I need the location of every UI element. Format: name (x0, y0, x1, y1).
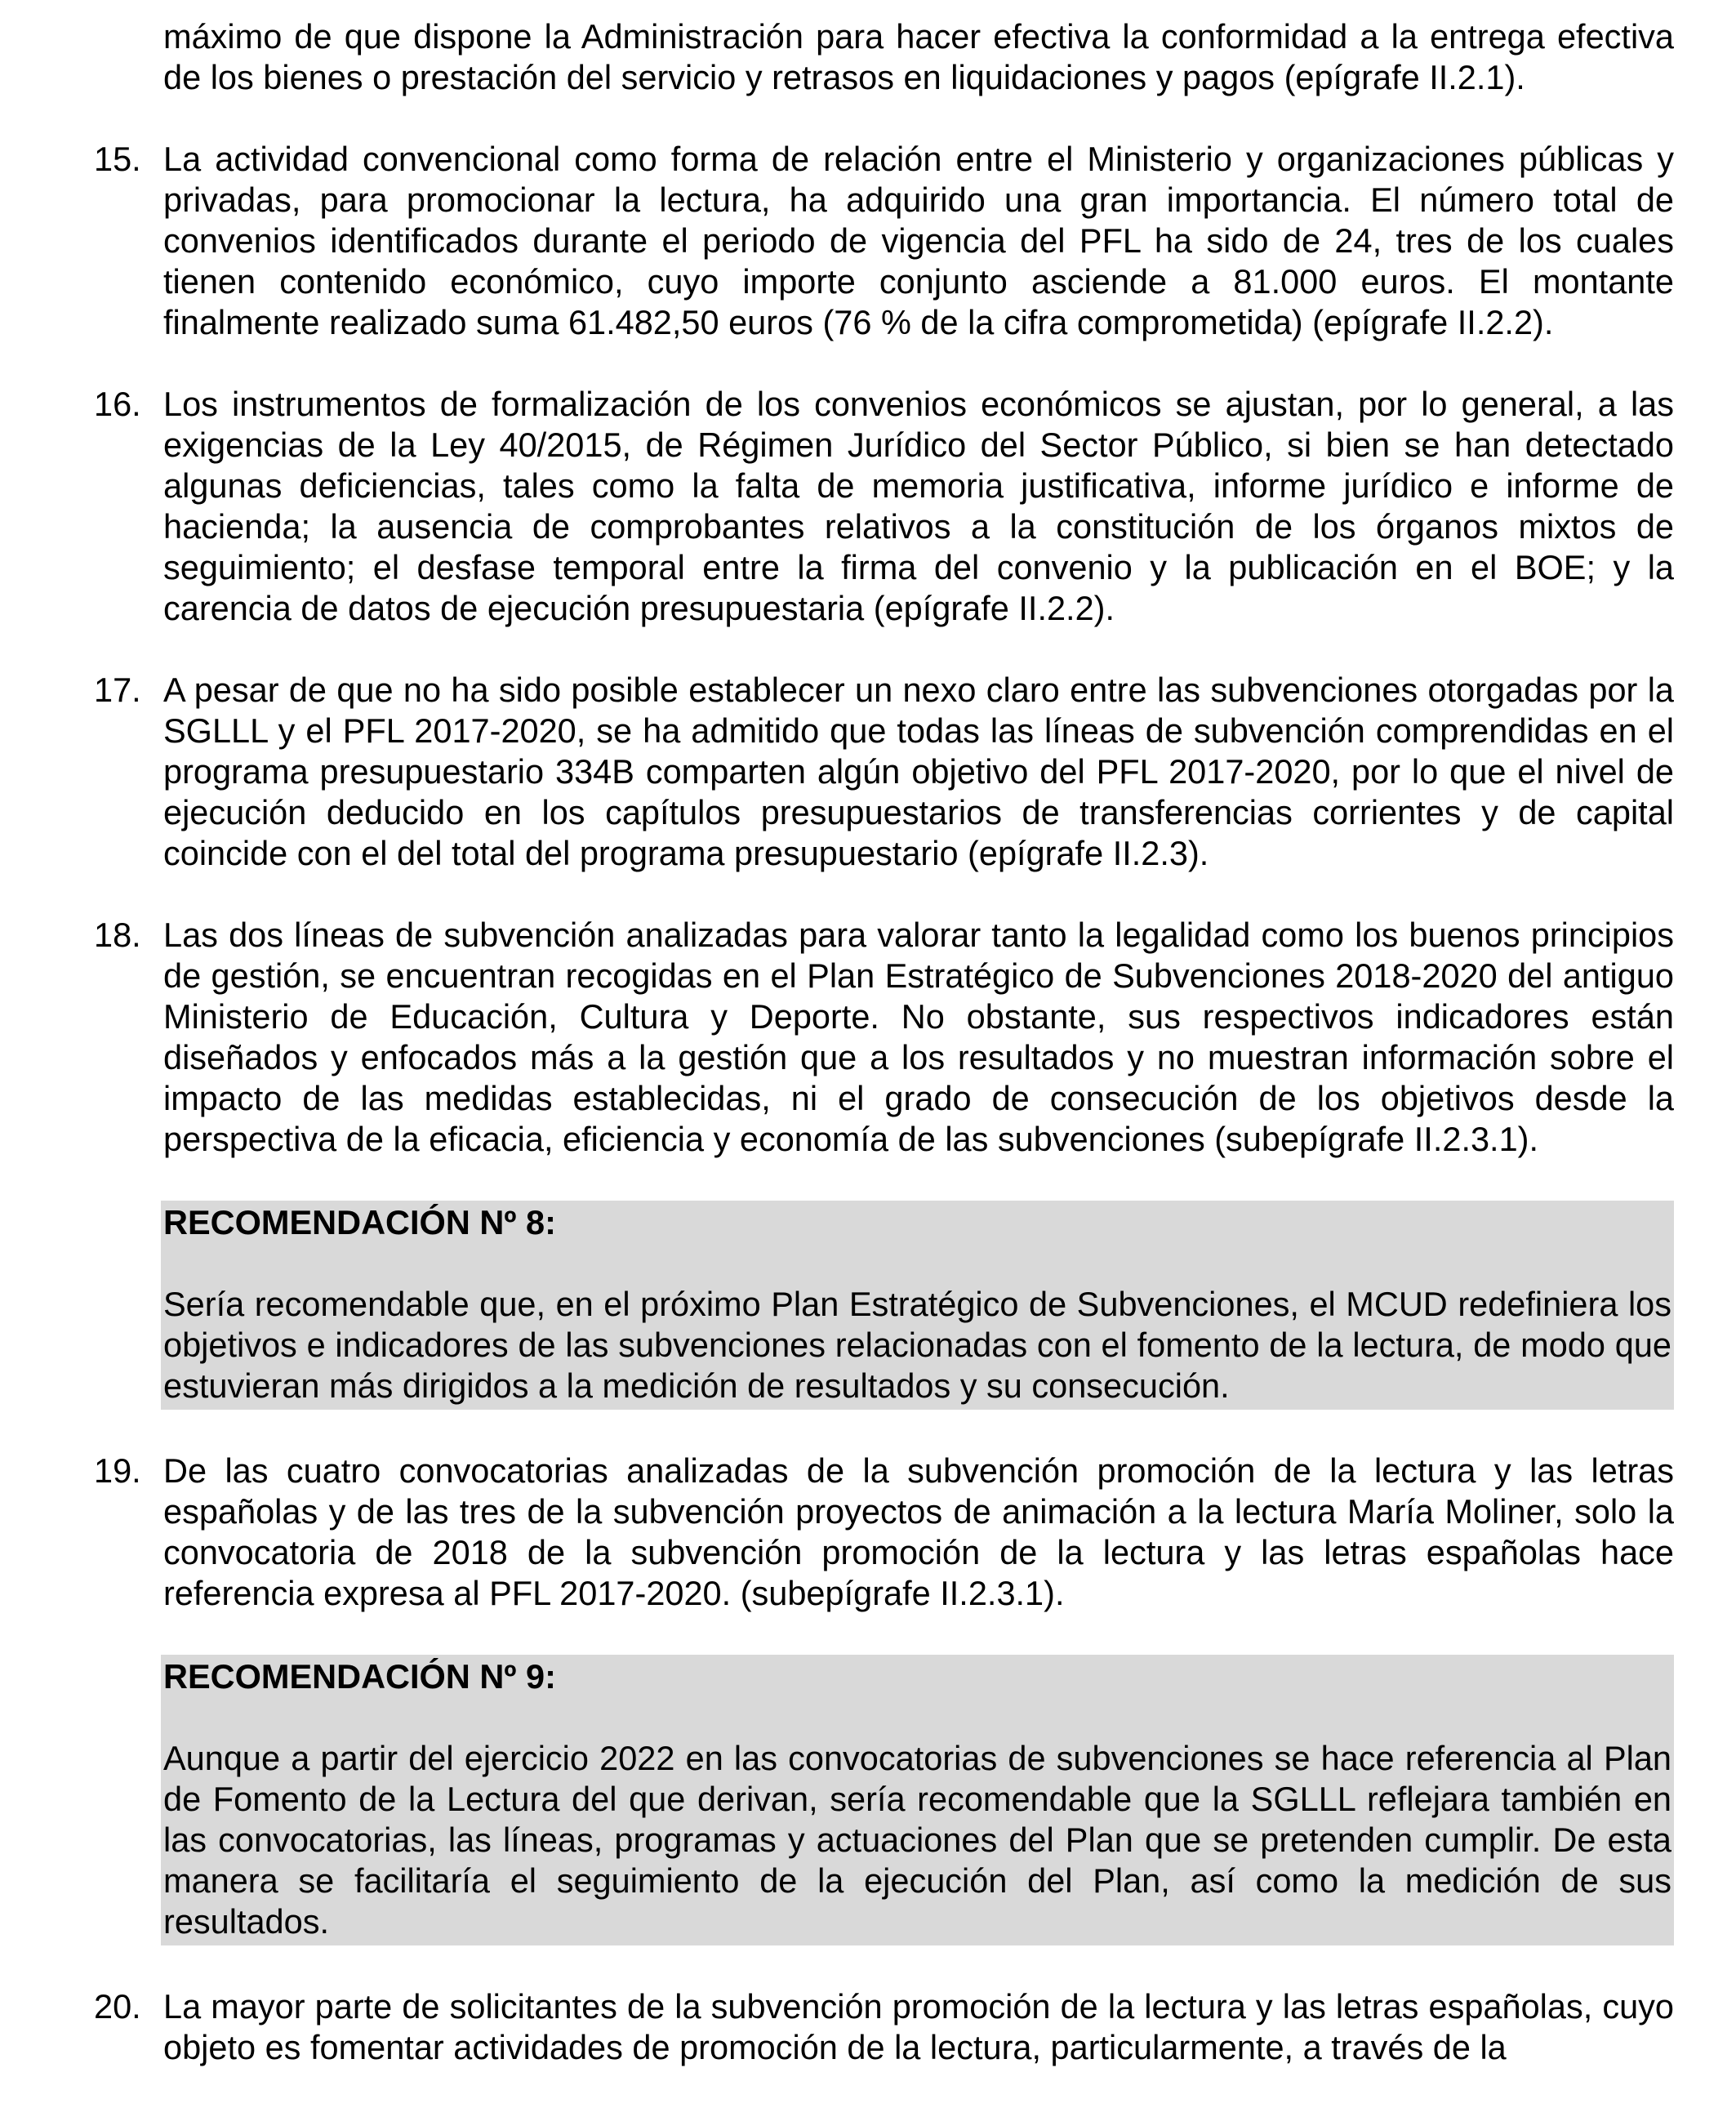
recommendation-box-8 (161, 1201, 1674, 1410)
list-item-16 (94, 384, 1674, 629)
list-item-17 (94, 670, 1674, 874)
item-number: 18. (94, 916, 141, 954)
item-text: La mayor parte de solicitantes de la subvención promoción de la lectura y las letras españolas, cuyo objeto es fomentar actividades de promoción de la lectura, particularmente, a través de la (163, 1987, 1674, 2066)
list-item-20 (94, 1986, 1674, 2068)
recommendation-body: Sería recomendable que, en el próximo Plan Estratégico de Subvenciones, el MCUD redefiniera los objetivos e indicadores de las subvenciones relacionadas con el fomento de la lectura, de modo que estuvieran más dirigidos a la medición de resultados y su consecución. (163, 1285, 1671, 1405)
item-number: 19. (94, 1451, 141, 1490)
list-item-15 (94, 139, 1674, 343)
item-number: 16. (94, 385, 141, 423)
item-text: La actividad convencional como forma de relación entre el Ministerio y organizaciones públicas y privadas, para promocionar la lectura, ha adquirido una gran importancia. El número total de convenios identificados durante el periodo de vigencia del PFL ha sido de 24, tres de los cuales tienen contenido económico, cuyo importe conjunto asciende a 81.000 euros. El montante finalmente realizado suma 61.482,50 euros (76 % de la cifra comprometida) (epígrafe II.2.2). (163, 140, 1674, 341)
item-text: A pesar de que no ha sido posible establecer un nexo claro entre las subvenciones otorgadas por la SGLLL y el PFL 2017-2020, se ha admitido que todas las líneas de subvención comprendidas en el programa presupuestario 334B comparten algún objetivo del PFL 2017-2020, por lo que el nivel de ejecución deducido en los capítulos presupuestarios de transferencias corrientes y de capital coincide con el del total del programa presupuestario (epígrafe II.2.3). (163, 671, 1674, 872)
list-item-18 (94, 915, 1674, 1160)
item-text: De las cuatro convocatorias analizadas de la subvención promoción de la lectura y las letras españolas y de las tres de la subvención proyectos de animación a la lectura María Moliner, solo la convocatoria de 2018 de la subvención promoción de la lectura y las letras españolas hace referencia expresa al PFL 2017-2020. (subepígrafe II.2.3.1). (163, 1451, 1674, 1612)
document-page (94, 16, 1674, 2109)
item-text: Los instrumentos de formalización de los convenios económicos se ajustan, por lo general, a las exigencias de la Ley 40/2015, de Régimen Jurídico del Sector Público, si bien se han detectado algunas deficiencias, tales como la falta de memoria justificativa, informe jurídico e informe de hacienda; la ausencia de comprobantes relativos a la constitución de los órganos mixtos de seguimiento; el desfase temporal entre la firma del convenio y la publicación en el BOE; y la carencia de datos de ejecución presupuestaria (epígrafe II.2.2). (163, 385, 1674, 627)
item-number: 15. (94, 140, 141, 178)
item-number: 17. (94, 671, 141, 709)
intro-paragraph: máximo de que dispone la Administración para hacer efectiva la conformidad a la entrega efectiva de los bienes o prestación del servicio y retrasos en liquidaciones y pagos (epígrafe II.2.1). (163, 17, 1674, 96)
recommendation-body: Aunque a partir del ejercicio 2022 en las convocatorias de subvenciones se hace referencia al Plan de Fomento de la Lectura del que derivan, sería recomendable que la SGLLL reflejara también en las convocatorias, las líneas, programas y actuaciones del Plan que se pretenden cumplir. De esta manera se facilitaría el seguimiento de la ejecución del Plan, así como la medición de sus resultados. (163, 1739, 1671, 1941)
item-number: 20. (94, 1987, 141, 2026)
recommendation-box-9 (161, 1655, 1674, 1945)
item-text: Las dos líneas de subvención analizadas para valorar tanto la legalidad como los buenos principios de gestión, se encuentran recogidas en el Plan Estratégico de Subvenciones 2018-2020 del antiguo Ministerio de Educación, Cultura y Deporte. No obstante, sus respectivos indicadores están diseñados y enfocados más a la gestión que a los resultados y no muestran información sobre el impacto de las medidas establecidas, ni el grado de consecución de los objetivos desde la perspectiva de la eficacia, eficiencia y economía de las subvenciones (subepígrafe II.2.3.1). (163, 916, 1674, 1158)
recommendation-title: RECOMENDACIÓN Nº 8: (163, 1203, 556, 1241)
list-item-19 (94, 1451, 1674, 1614)
recommendation-title: RECOMENDACIÓN Nº 9: (163, 1657, 556, 1696)
